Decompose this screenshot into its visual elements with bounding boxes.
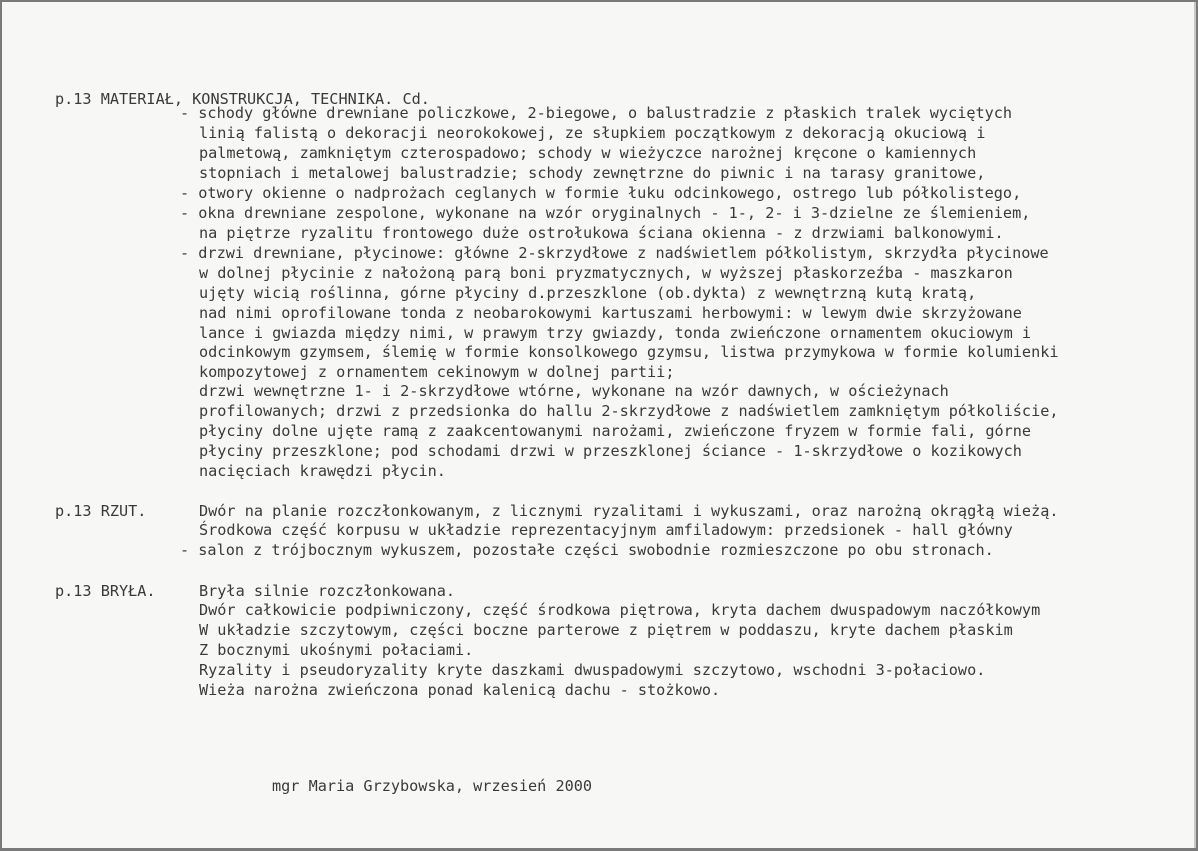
text-line: Środkowa część korpusu w układzie reprezentacyjnym amfiladowym: przedsionek - hall główny <box>199 521 1013 539</box>
text-line: Z bocznymi ukośnymi połaciami. <box>199 641 474 659</box>
text-line: Ryzality i pseudoryzality kryte daszkami dwuspadowymi szczytowo, wschodni 3-połaciowo. <box>199 661 986 679</box>
author-signature: mgr Maria Grzybowska, wrzesień 2000 <box>272 777 593 795</box>
text-line: Dwór na planie rozczłonkowanym, z licznymi ryzalitami i wykuszami, oraz narożną okrągłą wieżą. <box>199 502 1059 520</box>
text-line: Wieża narożna zwieńczona ponad kalenicą dachu - stożkowo. <box>199 681 721 699</box>
text-line: stopniach i metalowej balustradzie; schody zewnętrzne do piwnic i na tarasy granitowe, <box>199 164 986 182</box>
section-heading-plan: p.13 RZUT. <box>55 502 147 520</box>
text-line: w dolnej płycinie z nałożoną parą boni pryzmatycznych, w wyższej płaskorzeźba - maszkaron <box>199 264 1013 282</box>
text-line: nad nimi oprofilowane tonda z neobarokowymi kartuszami herbowymi: w lewym dwie skrzyżowane <box>199 304 1022 322</box>
text-line: płyciny dolne ujęte ramą z zaakcentowanymi narożami, zwieńczone fryzem w formie fali, górne <box>199 422 1032 440</box>
text-line: nacięciach krawędzi płycin. <box>199 462 446 480</box>
text-line: płyciny przeszklone; pod schodami drzwi w przeszklonej ściance - 1-skrzydłowe o kozikowych <box>199 442 1022 460</box>
text-line: kompozytowej z ornamentem cekinowym w dolnej partii; <box>199 363 675 381</box>
text-line: odcinkowym gzymsem, ślemię w formie konsolkowego gzymsu, listwa przymykowa w formie kolumienki <box>199 343 1059 361</box>
text-line: W układzie szczytowym, części boczne parterowe z piętrem w poddaszu, kryte dachem płaskim <box>199 621 1013 639</box>
text-line: - salon z trójbocznym wykuszem, pozostałe części swobodnie rozmieszczone po obu stronach. <box>180 541 994 559</box>
section-heading-materials: p.13 MATERIAŁ, KONSTRUKCJA, TECHNIKA. Cd. <box>55 90 430 108</box>
text-line: - schody główne drewniane policzkowe, 2-biegowe, o balustradzie z płaskich tralek wyciętych <box>180 104 1013 122</box>
text-line: palmetową, zamkniętym czterospadowo; schody w wieżyczce narożnej kręcone o kamiennych <box>199 144 977 162</box>
document-page <box>2 2 1196 848</box>
text-line: Dwór całkowicie podpiwniczony, część środkowa piętrowa, kryta dachem dwuspadowym naczółkowym <box>199 601 1041 619</box>
text-line: - otwory okienne o nadprożach ceglanych w formie łuku odcinkowego, ostrego lub półkolistego, <box>180 184 1022 202</box>
text-line: Bryła silnie rozczłonkowana. <box>199 582 456 600</box>
section-heading-massing: p.13 BRYŁA. <box>55 582 156 600</box>
text-line: lance i gwiazda między nimi, w prawym trzy gwiazdy, tonda zwieńczone ornamentem okuciowym i <box>199 324 1032 342</box>
text-line: - okna drewniane zespolone, wykonane na wzór oryginalnych - 1-, 2- i 3-dzielne ze ślemieniem, <box>180 204 1031 222</box>
text-line: profilowanych; drzwi z przedsionka do hallu 2-skrzydłowe z nadświetlem zamkniętym półkoliście, <box>199 402 1059 420</box>
text-line: ujęty wicią roślinna, górne płyciny d.przeszklone (ob.dykta) z wewnętrzną kutą kratą, <box>199 284 977 302</box>
text-line: - drzwi drewniane, płycinowe: główne 2-skrzydłowe z nadświetlem półkolistym, skrzydła płycinowe <box>180 244 1049 262</box>
text-line: drzwi wewnętrzne 1- i 2-skrzydłowe wtórne, wykonane na wzór dawnych, w ościeżynach <box>199 382 949 400</box>
text-line: linią falistą o dekoracji neorokokowej, ze słupkiem początkowym z dekoracją okuciową i <box>199 124 986 142</box>
text-line: na piętrze ryzalitu frontowego duże ostrołukowa ściana okienna - z drzwiami balkonowymi. <box>199 224 1004 242</box>
